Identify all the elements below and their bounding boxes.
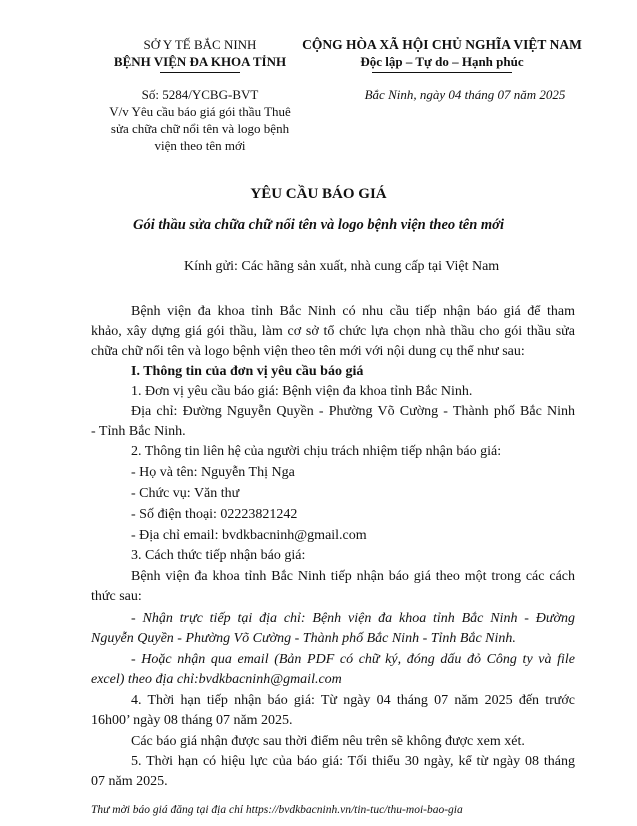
section-1-heading: I. Thông tin của đơn vị yêu cầu báo giá bbox=[131, 364, 364, 379]
national-motto: Độc lập – Tự do – Hạnh phúc bbox=[360, 54, 524, 69]
document-title: YÊU CẦU BÁO GIÁ bbox=[250, 186, 387, 202]
contact-name: - Họ và tên: Nguyễn Thị Nga bbox=[131, 465, 295, 480]
late-note: Các báo giá nhận được sau thời điểm nêu trên sẽ không được xem xét. bbox=[131, 734, 525, 749]
document-number: Số: 5284/YCBG-BVT bbox=[141, 87, 259, 102]
footer-note: Thư mời báo giá đăng tại địa chỉ https://bvdkbacninh.vn/tin-tuc/thu-moi-bao-gia bbox=[91, 804, 463, 816]
intro-line-1: Bệnh viện đa khoa tỉnh Bắc Ninh có nhu cầu tiếp nhận báo giá để tham bbox=[131, 304, 575, 319]
method-email-line-2: excel) theo địa chỉ:bvdkbacninh@gmail.com bbox=[91, 672, 342, 687]
header-right-rule bbox=[372, 72, 512, 73]
intro-line-3: chữa chữ nổi tên và logo bệnh viện theo tên mới với nội dung cụ thể như sau: bbox=[91, 344, 525, 359]
ministry-name: SỞ Y TẾ BẮC NINH bbox=[143, 37, 257, 52]
contact-email: - Địa chỉ email: bvdkbacninh@gmail.com bbox=[131, 528, 367, 543]
section-1-item-5-line-2: 07 năm 2025. bbox=[91, 774, 168, 789]
section-1-item-3: 3. Cách thức tiếp nhận báo giá: bbox=[131, 548, 306, 563]
intro-line-2: khảo, xây dựng giá gói thầu, làm cơ sở tổ chức lựa chọn nhà thầu cho gói thầu sửa bbox=[91, 324, 575, 339]
document-date: Bắc Ninh, ngày 04 tháng 07 năm 2025 bbox=[364, 87, 566, 102]
methods-intro-line-2: thức sau: bbox=[91, 589, 142, 604]
subject-line-1: V/v Yêu cầu báo giá gói thầu Thuê bbox=[109, 104, 291, 119]
contact-phone: - Số điện thoại: 02223821242 bbox=[131, 507, 298, 522]
methods-intro-line-1: Bệnh viện đa khoa tỉnh Bắc Ninh tiếp nhận báo giá theo một trong các cách bbox=[131, 569, 575, 584]
document-subtitle: Gói thầu sửa chữa chữ nổi tên và logo bệnh viện theo tên mới bbox=[133, 217, 504, 233]
contact-position: - Chức vụ: Văn thư bbox=[131, 486, 240, 501]
header-left-rule bbox=[160, 72, 240, 73]
subject-line-3: viện theo tên mới bbox=[154, 138, 246, 153]
section-1-item-1: 1. Đơn vị yêu cầu báo giá: Bệnh viện đa khoa tỉnh Bắc Ninh. bbox=[131, 384, 473, 399]
address-line-1: Địa chỉ: Đường Nguyễn Quyền - Phường Võ Cường - Thành phố Bắc Ninh bbox=[131, 404, 575, 419]
section-1-item-4-line-2: 16h00’ ngày 08 tháng 07 năm 2025. bbox=[91, 713, 293, 728]
address-line-2: - Tỉnh Bắc Ninh. bbox=[91, 424, 186, 439]
country-name: CỘNG HÒA XÃ HỘI CHỦ NGHĨA VIỆT NAM bbox=[302, 37, 582, 52]
section-1-item-2: 2. Thông tin liên hệ của người chịu trách nhiệm tiếp nhận báo giá: bbox=[131, 444, 502, 459]
recipient: Kính gửi: Các hãng sản xuất, nhà cung cấp tại Việt Nam bbox=[184, 259, 500, 274]
subject-line-2: sửa chữa chữ nổi tên và logo bệnh bbox=[110, 121, 290, 136]
section-1-item-4-line-1: 4. Thời hạn tiếp nhận báo giá: Từ ngày 04 tháng 07 năm 2025 đến trước bbox=[131, 693, 575, 708]
method-email-line-1: - Hoặc nhận qua email (Bản PDF có chữ ký, đóng dấu đỏ Công ty và file bbox=[131, 652, 575, 667]
method-direct-line-2: Nguyễn Quyền - Phường Võ Cường - Thành phố Bắc Ninh - Tỉnh Bắc Ninh. bbox=[91, 631, 516, 646]
hospital-name: BỆNH VIỆN ĐA KHOA TỈNH bbox=[113, 54, 287, 69]
method-direct-line-1: - Nhận trực tiếp tại địa chỉ: Bệnh viện đa khoa tỉnh Bắc Ninh - Đường bbox=[131, 611, 575, 626]
section-1-item-5-line-1: 5. Thời hạn có hiệu lực của báo giá: Tối thiểu 30 ngày, kể từ ngày 08 tháng bbox=[131, 754, 575, 769]
